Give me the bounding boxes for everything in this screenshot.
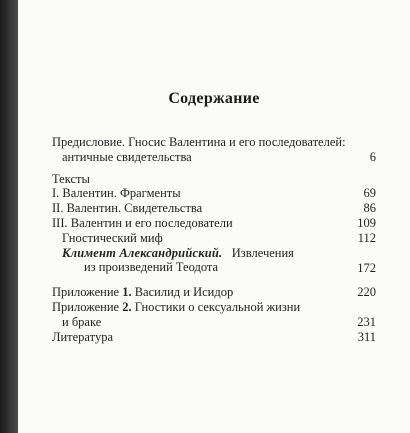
toc-entry-preface-cont: античные свидетельства: [62, 150, 192, 164]
toc-entry-literature: Литература: [52, 330, 113, 344]
toc-author-name: Климент Александрийский.: [62, 246, 223, 260]
book-spine-shadow: [0, 0, 18, 433]
toc-appendix-number: 1.: [122, 285, 132, 299]
toc-entry-valentinus-testimonies: II. Валентин. Свидетельства: [52, 201, 203, 215]
toc-entry-preface: Предисловие. Гносис Валентина и его последователей:: [52, 135, 346, 149]
toc-page-number: 172: [357, 261, 376, 275]
toc-entry-clement-cont: из произведений Теодота: [84, 260, 219, 274]
toc-page-number: 86: [363, 201, 376, 215]
toc-entry-valentinus-followers: III. Валентин и его последователи: [52, 216, 233, 230]
toc-appendix-prefix: Приложение: [52, 285, 120, 299]
book-page: [18, 0, 410, 433]
toc-entry-valentinus-fragments: I. Валентин. Фрагменты: [52, 186, 181, 200]
toc-page-number: 69: [363, 186, 376, 200]
toc-page-number: 231: [357, 315, 376, 329]
toc-page-number: 109: [357, 216, 376, 230]
toc-entry-appendix-2-cont: и браке: [62, 315, 102, 329]
toc-page-number: 311: [357, 330, 376, 344]
page-title: Содержание: [168, 90, 260, 107]
toc-page-number: 220: [357, 285, 376, 299]
toc-entry-appendix-2: [52, 300, 300, 315]
toc-page-number: 6: [369, 150, 376, 164]
toc-appendix-prefix: Приложение: [52, 300, 120, 314]
toc-entry-text: Василид и Исидор: [134, 285, 234, 299]
toc-page-number: 112: [357, 231, 376, 245]
toc-appendix-number: 2.: [122, 300, 132, 314]
toc-entry-clement: [62, 246, 294, 261]
toc-section-texts: Тексты: [52, 172, 90, 186]
toc-entry-appendix-1: [52, 285, 233, 300]
toc-entry-text: Гностики о сексуальной жизни: [134, 300, 301, 314]
toc-entry-gnostic-myth: Гностический миф: [62, 231, 163, 245]
toc-entry-text: Извлечения: [231, 246, 294, 260]
